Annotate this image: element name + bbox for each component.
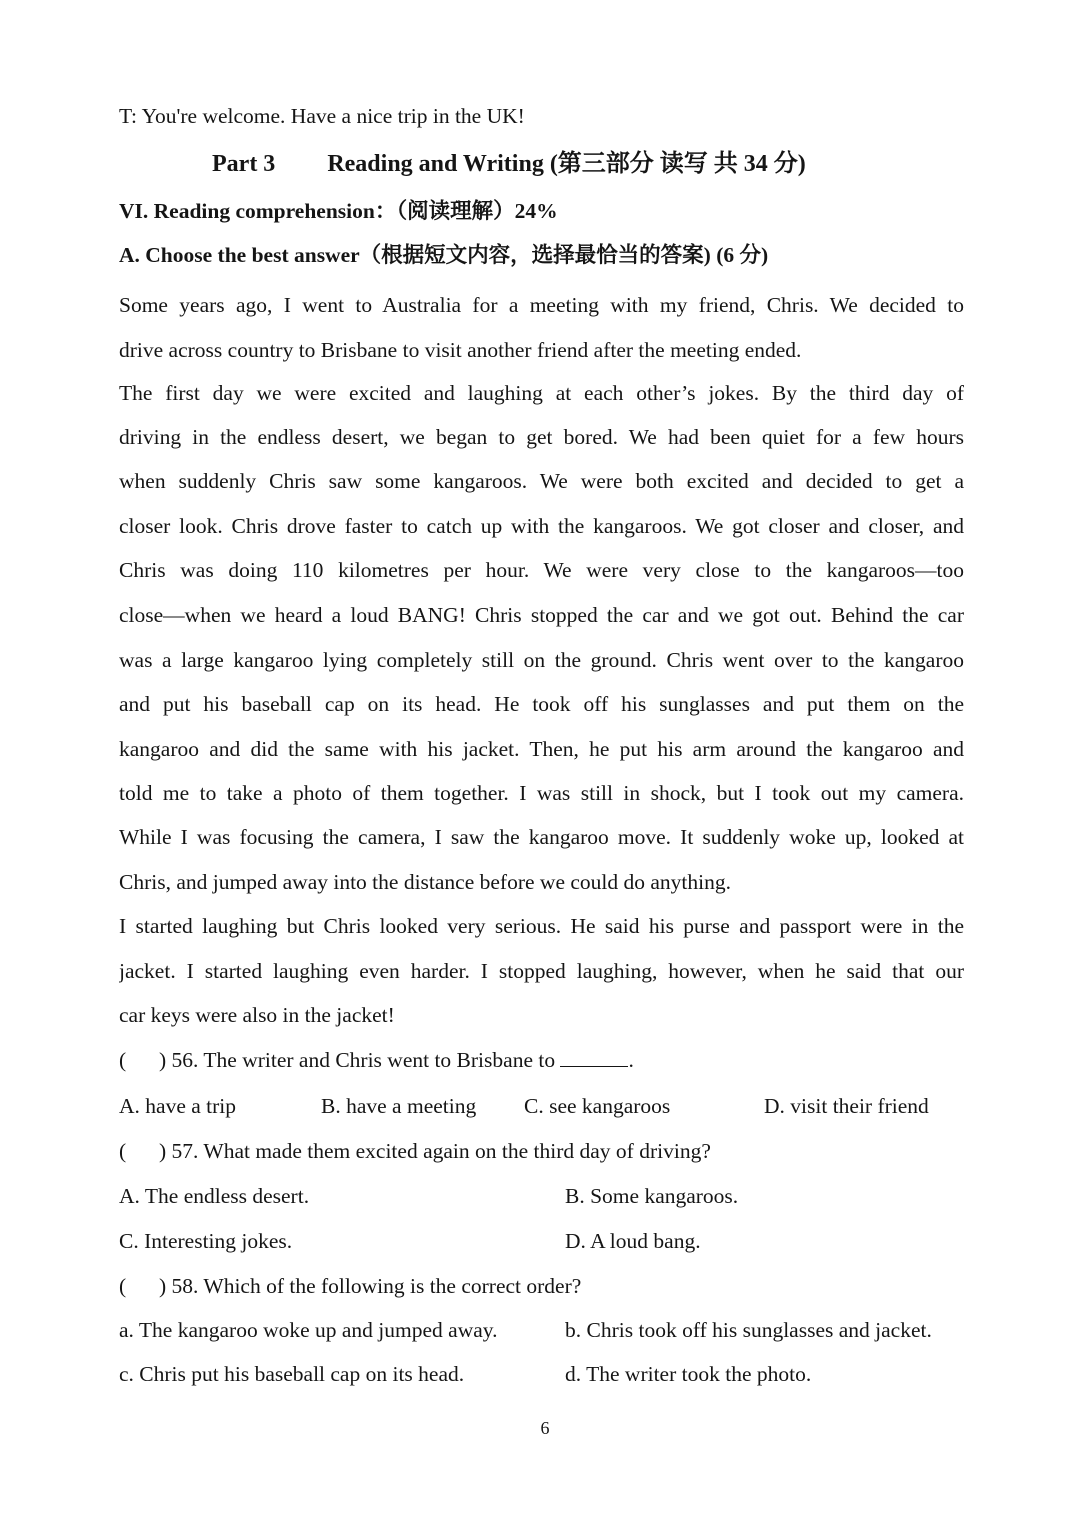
part-title: Reading and Writing (第三部分 读写 共 34 分) bbox=[327, 151, 806, 177]
part-label: Part 3 bbox=[212, 151, 276, 177]
part-heading bbox=[212, 150, 1057, 178]
option-a[interactable]: A. The endless desert. bbox=[119, 1184, 310, 1208]
stem-end: . bbox=[628, 1048, 634, 1072]
question-stem: ) 58. Which of the following is the correct order? bbox=[159, 1274, 582, 1298]
passage-line: close—when we heard a loud BANG! Chris stopped the car and we got out. Behind the car bbox=[119, 603, 964, 627]
event-c: c. Chris put his baseball cap on its head. bbox=[119, 1362, 465, 1386]
passage-line: closer look. Chris drove faster to catch up with the kangaroos. We got closer and closer, and bbox=[119, 514, 964, 538]
passage-line: While I was focusing the camera, I saw the kangaroo move. It suddenly woke up, looked at bbox=[119, 825, 964, 849]
option-c[interactable]: C. Interesting jokes. bbox=[119, 1229, 293, 1253]
passage-line: drive across country to Brisbane to visit another friend after the meeting ended. bbox=[119, 338, 802, 362]
option-c[interactable]: C. see kangaroos bbox=[524, 1094, 671, 1118]
event-d: d. The writer took the photo. bbox=[565, 1362, 812, 1386]
question-56 bbox=[119, 1046, 964, 1074]
question-57 bbox=[119, 1137, 964, 1165]
passage-line: The first day we were excited and laughing at each other’s jokes. By the third day of bbox=[119, 381, 964, 405]
question-58 bbox=[119, 1272, 964, 1300]
subsection-heading: A. Choose the best answer（根据短文内容，选择最恰当的答案) (6 分) bbox=[119, 243, 769, 267]
option-a[interactable]: A. have a trip bbox=[119, 1094, 237, 1118]
section-heading: VI. Reading comprehension：（阅读理解）24% bbox=[119, 199, 558, 223]
passage-line: jacket. I started laughing even harder. I stopped laughing, however, when he said that our bbox=[119, 959, 964, 983]
passage-line: and put his baseball cap on its head. He took off his sunglasses and put them on the bbox=[119, 692, 964, 716]
event-b: b. Chris took off his sunglasses and jacket. bbox=[565, 1318, 932, 1342]
dialogue-line: T: You're welcome. Have a nice trip in the UK! bbox=[119, 104, 525, 128]
passage-line: kangaroo and did the same with his jacket. Then, he put his arm around the kangaroo and bbox=[119, 737, 964, 761]
answer-paren: ( bbox=[119, 1274, 127, 1298]
option-b[interactable]: B. have a meeting bbox=[321, 1094, 477, 1118]
answer-blank[interactable] bbox=[560, 1046, 628, 1067]
passage-line: car keys were also in the jacket! bbox=[119, 1003, 395, 1027]
answer-paren: ( bbox=[119, 1139, 127, 1163]
passage-line: Chris was doing 110 kilometres per hour. We were very close to the kangaroos—too bbox=[119, 558, 964, 582]
passage-line: was a large kangaroo lying completely still on the ground. Chris went over to the kangaroo bbox=[119, 648, 964, 672]
passage-line: driving in the endless desert, we began to get bored. We had been quiet for a few hours bbox=[119, 425, 964, 449]
question-stem: ) 57. What made them excited again on the third day of driving? bbox=[159, 1139, 711, 1163]
option-d[interactable]: D. A loud bang. bbox=[565, 1229, 701, 1253]
option-b[interactable]: B. Some kangaroos. bbox=[565, 1184, 739, 1208]
answer-paren: ( bbox=[119, 1048, 127, 1072]
passage-line: I started laughing but Chris looked very serious. He said his purse and passport were in the bbox=[119, 914, 964, 938]
passage-line: told me to take a photo of them together. I was still in shock, but I took out my camera. bbox=[119, 781, 964, 805]
event-a: a. The kangaroo woke up and jumped away. bbox=[119, 1318, 498, 1342]
question-stem: ) 56. The writer and Chris went to Brisbane to bbox=[159, 1048, 556, 1072]
option-d[interactable]: D. visit their friend bbox=[764, 1094, 929, 1118]
passage-line: when suddenly Chris saw some kangaroos. We were both excited and decided to get a bbox=[119, 469, 964, 493]
passage-line: Some years ago, I went to Australia for a meeting with my friend, Chris. We decided to bbox=[119, 293, 964, 317]
page-number: 6 bbox=[540, 1418, 550, 1438]
passage-line: Chris, and jumped away into the distance before we could do anything. bbox=[119, 870, 731, 894]
